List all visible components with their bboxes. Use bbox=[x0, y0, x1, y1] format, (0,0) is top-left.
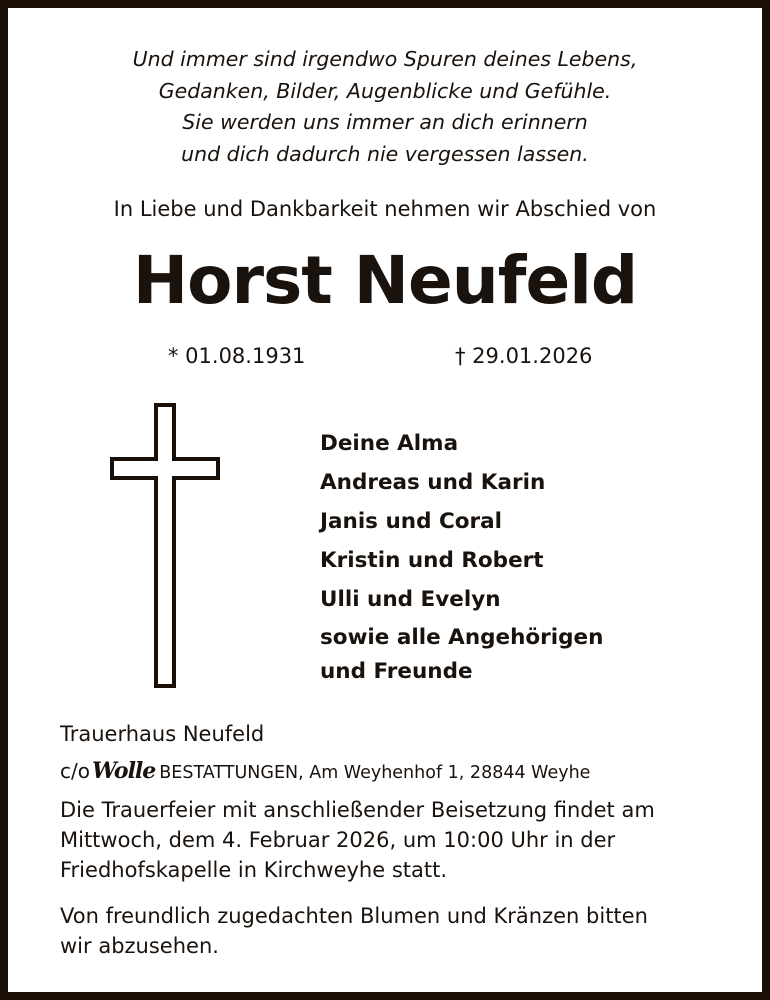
poem-line: und dich dadurch nie vergessen lassen. bbox=[181, 141, 589, 166]
deceased-name: Horst Neufeld bbox=[132, 242, 638, 319]
family-member: Kristin und Robert bbox=[320, 548, 544, 573]
family-member: Andreas und Karin bbox=[320, 470, 546, 495]
poem-line: Gedanken, Bilder, Augenblicke und Gefühle. bbox=[158, 78, 612, 103]
intro-text: In Liebe und Dankbarkeit nehmen wir Abschied von bbox=[113, 197, 657, 221]
flowers-line: wir abzusehen. bbox=[60, 934, 219, 958]
ceremony-line: Mittwoch, dem 4. Februar 2026, um 10:00 Uhr in der bbox=[60, 828, 616, 852]
family-member: Janis und Coral bbox=[320, 509, 502, 534]
funeral-home-address bbox=[60, 758, 590, 784]
address-text: BESTATTUNGEN, Am Weyhenhof 1, 28844 Weyhe bbox=[159, 763, 591, 783]
ceremony-line: Friedhofskapelle in Kirchweyhe statt. bbox=[60, 858, 448, 882]
ceremony-text bbox=[60, 795, 655, 885]
family-member: Ulli und Evelyn bbox=[320, 587, 501, 612]
family-member: und Freunde bbox=[320, 659, 473, 684]
poem-line: Und immer sind irgendwo Spuren deines Lebens, bbox=[132, 47, 638, 71]
ceremony-line: Die Trauerfeier mit anschließender Beisetzung findet am bbox=[60, 798, 655, 822]
death-date: † 29.01.2026 bbox=[455, 344, 593, 368]
family-member: Deine Alma bbox=[320, 431, 459, 456]
poem-line: Sie werden uns immer an dich erinnern bbox=[182, 110, 588, 134]
family-list bbox=[320, 424, 603, 687]
family-member: sowie alle Angehörigen bbox=[320, 625, 604, 650]
poem bbox=[0, 44, 770, 170]
funeral-home-logo: Wolle bbox=[91, 758, 156, 784]
flowers-line: Von freundlich zugedachten Blumen und Kränzen bitten bbox=[60, 904, 648, 928]
birth-date: * 01.08.1931 bbox=[168, 344, 306, 368]
flowers-text bbox=[60, 901, 648, 961]
cross-icon bbox=[110, 403, 220, 688]
mourning-house: Trauerhaus Neufeld bbox=[60, 722, 265, 746]
care-of: c/o bbox=[60, 759, 90, 783]
